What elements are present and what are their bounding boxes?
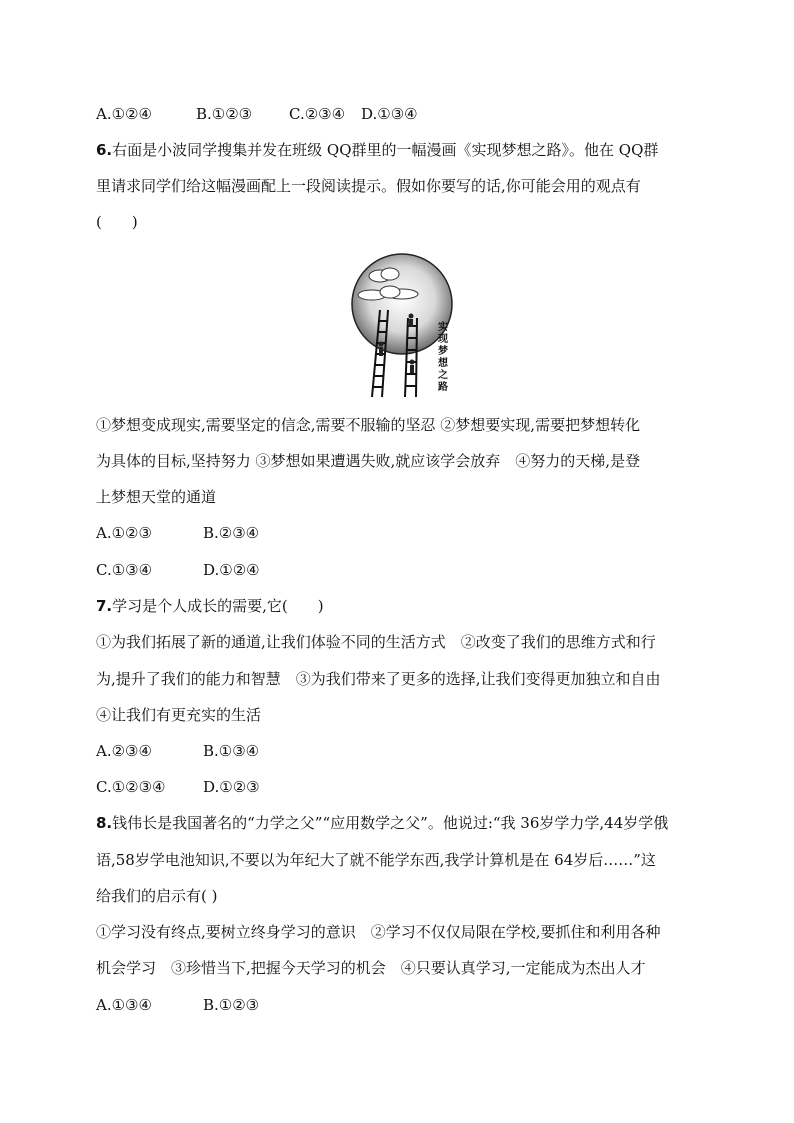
- caption-char-2: 现: [438, 334, 448, 345]
- q7-option-d: D.①②③: [203, 778, 260, 796]
- q8-stem-line-1: [96, 813, 668, 833]
- cartoon-illustration: [350, 252, 460, 398]
- q5-option-b: B.①②③: [196, 105, 253, 123]
- q7-option-c: C.①②③④: [96, 778, 166, 796]
- q7-options-row-1: [96, 741, 259, 761]
- q5-options-row: [96, 104, 418, 124]
- q7-option-b: B.①③④: [203, 742, 260, 760]
- caption-char-3: 梦: [438, 346, 448, 357]
- q8-stem-line-2: 语,58岁学电池知识,不要以为年纪大了就不能学东西,我学计算机是在 64岁后……”这: [96, 851, 656, 869]
- q6-option-a: A.①②③: [96, 524, 152, 542]
- q6-statement-line-3: 上梦想天堂的通道: [96, 488, 217, 506]
- q6-stem-line-2: 里请求同学们给这幅漫画配上一段阅读提示。假如你要写的话,你可能会用的观点有: [96, 177, 641, 195]
- q8-stem-text-1: 钱伟长是我国著名的“力学之父”“应用数学之父”。他说过:“我 36岁学力学,44岁学俄: [112, 814, 669, 832]
- q7-statement-line-3: ④让我们有更充实的生活: [96, 706, 262, 724]
- q7-stem-text: 学习是个人成长的需要,它( ): [112, 597, 324, 615]
- q7-number: 7.: [96, 597, 113, 615]
- caption-char-6: 路: [438, 382, 448, 393]
- caption-char-5: 之: [438, 370, 448, 381]
- q6-stem-text-1: 右面是小波同学搜集并发在班级 QQ群里的一幅漫画《实现梦想之路》。他在 QQ群: [112, 141, 659, 159]
- q6-answer-bracket: ( ): [96, 213, 138, 231]
- q6-option-b: B.②③④: [203, 524, 260, 542]
- q8-option-b: B.①②③: [203, 996, 260, 1014]
- caption-char-1: 实: [438, 322, 448, 333]
- q6-options-row-2: [96, 560, 260, 580]
- cartoon-caption: [437, 320, 449, 393]
- q6-option-c: C.①③④: [96, 561, 153, 579]
- moon-shape: [352, 254, 452, 354]
- q8-option-a: A.①③④: [96, 996, 152, 1014]
- q7-statement-line-1: ①为我们拓展了新的通道,让我们体验不同的生活方式 ②改变了我们的思维方式和行: [96, 633, 656, 651]
- q8-number: 8.: [96, 814, 113, 832]
- ladder-to-moon-drawing: [350, 252, 460, 398]
- q6-number: 6.: [96, 141, 113, 159]
- q6-statement-line-1: ①梦想变成现实,需要坚定的信念,需要不服输的坚忍 ②梦想要实现,需要把梦想转化: [96, 416, 641, 434]
- q6-options-row-1: [96, 523, 259, 543]
- q6-stem-line-1: [96, 140, 658, 160]
- q6-statement-line-2: 为具体的目标,坚持努力 ③梦想如果遭遇失败,就应该学会放弃 ④努力的天梯,是登: [96, 452, 641, 470]
- q5-option-d: D.①③④: [361, 105, 418, 123]
- q6-option-d: D.①②④: [203, 561, 260, 579]
- q8-options-row-1: [96, 995, 259, 1015]
- q7-statement-line-2: 为,提升了我们的能力和智慧 ③为我们带来了更多的选择,让我们变得更加独立和自由: [96, 670, 661, 688]
- q7-stem-line: [96, 596, 324, 616]
- q5-option-a: A.①②④: [96, 105, 152, 123]
- q8-stem-line-3: 给我们的启示有( ): [96, 887, 218, 905]
- q8-statement-line-2: 机会学习 ③珍惜当下,把握今天学习的机会 ④只要认真学习,一定能成为杰出人才: [96, 959, 646, 977]
- q5-option-c: C.②③④: [289, 105, 346, 123]
- caption-char-4: 想: [438, 358, 448, 369]
- q8-statement-line-1: ①学习没有终点,要树立终身学习的意识 ②学习不仅仅局限在学校,要抓住和利用各种: [96, 923, 661, 941]
- q7-option-a: A.②③④: [96, 742, 152, 760]
- q7-options-row-2: [96, 777, 260, 797]
